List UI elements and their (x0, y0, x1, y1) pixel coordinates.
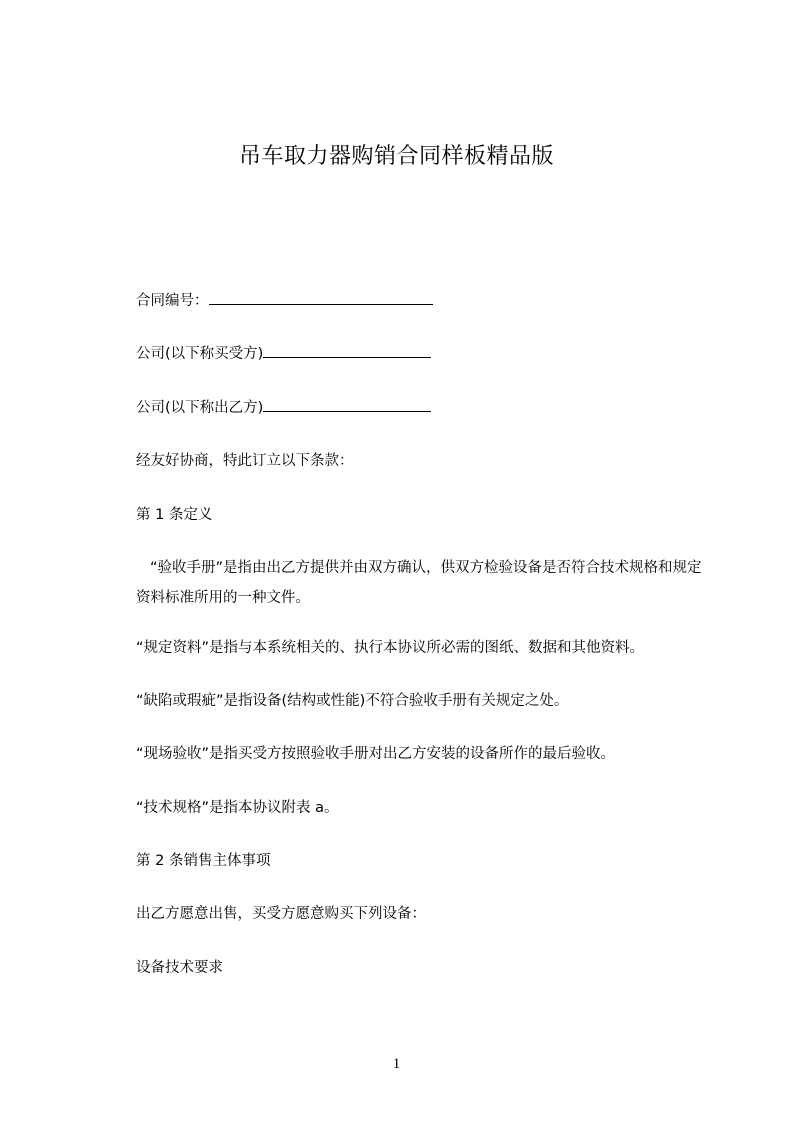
buyer-line (136, 339, 716, 369)
sale-statement: 出乙方愿意出售，买受方愿意购买下列设备： (136, 906, 426, 922)
contract-number-blank (209, 290, 433, 305)
seller-line (136, 393, 716, 423)
definition-specified-data: “规定资料”是指与本系统相关的、执行本协议所必需的图纸、数据和其他资料。 (136, 640, 645, 656)
article-1-heading: 第 1 条定义 (136, 507, 213, 523)
definition-technical-spec: “技术规格”是指本协议附表 a。 (136, 800, 339, 816)
contract-number-label: 合同编号： (136, 293, 209, 309)
seller-blank (263, 397, 431, 412)
buyer-label: 公司(以下称买受方) (136, 346, 264, 362)
seller-label: 公司(以下称出乙方) (136, 400, 264, 416)
article-2-heading: 第 2 条销售主体事项 (136, 853, 271, 869)
definition-defect: “缺陷或瑕疵”是指设备(结构或性能)不符合验收手册有关规定之处。 (136, 693, 569, 709)
page-number: 1 (392, 1056, 401, 1072)
contract-number-line (136, 286, 716, 316)
intro-paragraph: 经友好协商，特此订立以下条款： (136, 453, 354, 469)
buyer-blank (263, 343, 431, 358)
equipment-requirements-heading: 设备技术要求 (136, 960, 223, 976)
definition-acceptance-manual: “验收手册”是指由出乙方提供并由双方确认，供双方检验设备是否符合技术规格和规定资料标准所用的一种文件。 (136, 560, 702, 606)
definition-site-acceptance: “现场验收”是指买受方按照验收手册对出乙方安装的设备所作的最后验收。 (136, 746, 616, 762)
document-title: 吊车取力器购销合同样板精品版 (238, 144, 554, 169)
